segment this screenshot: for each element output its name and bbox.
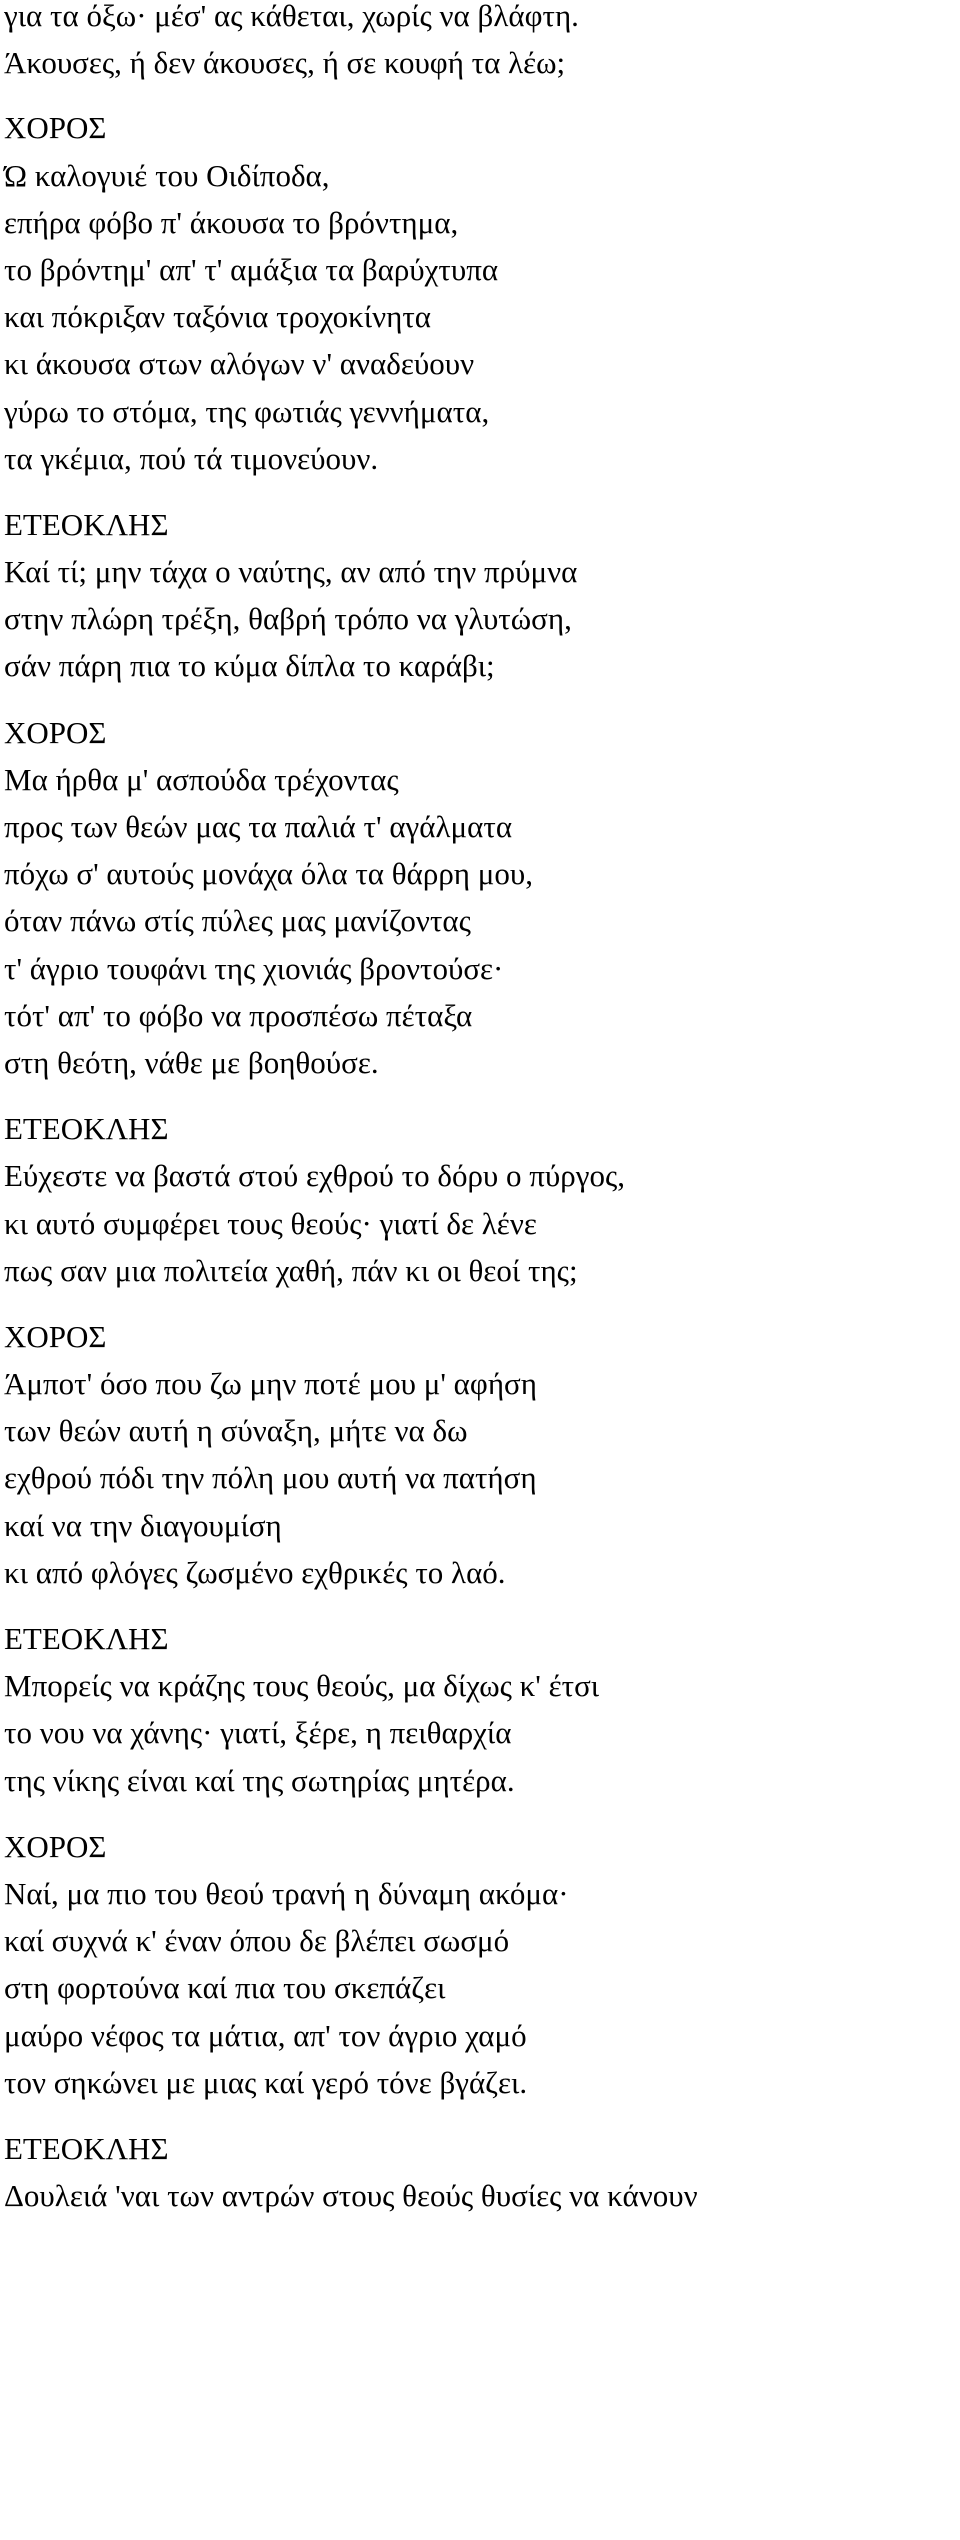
text-line: Ώ καλογυιέ του Οιδίποδα, bbox=[4, 157, 330, 193]
text-line: Μα ήρθα μ' ασπούδα τρέχοντας bbox=[4, 761, 399, 797]
dialogue-block bbox=[4, 104, 954, 482]
text-line: μαύρο νέφος τα μάτια, απ' τον άγριο χαμό bbox=[4, 2017, 527, 2053]
text-line: το βρόντημ' απ' τ' αμάξια τα βαρύχτυπα bbox=[4, 251, 499, 287]
stanza-gap bbox=[4, 482, 954, 501]
stanza-gap bbox=[4, 2106, 954, 2125]
text-line: στη φορτούνα καί πια του σκεπάζει bbox=[4, 1970, 446, 2006]
text-line: κι από φλόγες ζωσμένο εχθρικές το λαό. bbox=[4, 1554, 506, 1590]
stanza-gap bbox=[4, 1804, 954, 1823]
dialogue-block bbox=[4, 1105, 954, 1294]
dialogue-block bbox=[4, 501, 954, 690]
text-line: τον σηκώνει με μιας καί γερό τόνε βγάζει. bbox=[4, 2064, 528, 2100]
text-line: επήρα φόβο π' άκουσα το βρόντημα, bbox=[4, 204, 459, 240]
text-line: κι αυτό συμφέρει τους θεούς· γιατί δε λένε bbox=[4, 1205, 537, 1241]
dialogue-block bbox=[4, 2125, 954, 2219]
text-line: κι άκουσα στων αλόγων ν' αναδεύουν bbox=[4, 346, 475, 382]
speaker-name: ΧΟΡΟΣ bbox=[4, 110, 107, 146]
speaker-name: ΕΤΕΟΚΛΗΣ bbox=[4, 506, 169, 542]
text-line: και πόκριξαν ταξόνια τροχοκίνητα bbox=[4, 299, 432, 335]
speaker-name: ΕΤΕΟΚΛΗΣ bbox=[4, 1621, 169, 1656]
text-line: προς των θεών μας τα παλιά τ' αγάλματα bbox=[4, 809, 513, 844]
speaker-name: ΕΤΕΟΚΛΗΣ bbox=[4, 1111, 169, 1147]
text-line: γύρω το στόμα, της φωτιάς γεννήματα, bbox=[4, 393, 490, 429]
text-line: σάν πάρη πια το κύμα δίπλα το καράβι; bbox=[4, 648, 495, 684]
speaker-name: ΧΟΡΟΣ bbox=[4, 1828, 107, 1864]
stanza-gap bbox=[4, 690, 954, 709]
text-line: Εύχεστε να βαστά στού εχθρού το δόρυ ο πύργος, bbox=[4, 1158, 625, 1194]
text-line: Μπορείς να κράζης τους θεούς, μα δίχως κ' έτσι bbox=[4, 1668, 600, 1704]
text-line: Ναί, μα πιο του θεού τρανή η δύναμη ακόμα· bbox=[4, 1875, 569, 1911]
text-line: Καί τί; μην τάχα ο ναύτης, αν από την πρύμνα bbox=[4, 554, 578, 590]
opening-lines bbox=[4, 0, 954, 86]
text-line: όταν πάνω στίς πύλες μας μανίζοντας bbox=[4, 903, 471, 939]
stanza-gap bbox=[4, 86, 954, 104]
text-line: Άμποτ' όσο που ζω μην ποτέ μου μ' αφήση bbox=[4, 1366, 537, 1402]
speaker-name: ΧΟΡΟΣ bbox=[4, 1318, 107, 1354]
play-text-page bbox=[4, 0, 954, 2219]
text-line: τ' άγριο τουφάνι της χιονιάς βροντούσε· bbox=[4, 950, 504, 986]
speaker-name: ΧΟΡΟΣ bbox=[4, 714, 107, 750]
text-line: καί συχνά κ' έναν όπου δε βλέπει σωσμό bbox=[4, 1923, 510, 1959]
text-line: τότ' απ' το φόβο να προσπέσω πέταξα bbox=[4, 997, 473, 1033]
text-line: πως σαν μια πολιτεία χαθή, πάν κι οι θεοί της; bbox=[4, 1252, 578, 1288]
text-line: των θεών αυτή η σύναξη, μήτε να δω bbox=[4, 1413, 468, 1449]
text-line: στην πλώρη τρέξη, θαβρή τρόπο να γλυτώση, bbox=[4, 601, 572, 637]
stanza-gap bbox=[4, 1294, 954, 1313]
speaker-name: ΕΤΕΟΚΛΗΣ bbox=[4, 2130, 169, 2166]
text-line: το νου να χάνης· γιατί, ξέρε, η πειθαρχία bbox=[4, 1715, 512, 1751]
dialogue-block bbox=[4, 1615, 954, 1804]
text-line: για τα όξω· μέσ' ας κάθεται, χωρίς να βλάφτη. bbox=[4, 0, 579, 33]
text-line: Άκουσες, ή δεν άκουσες, ή σε κουφή τα λέω; bbox=[4, 45, 566, 81]
dialogue-block bbox=[4, 1823, 954, 2106]
text-line: της νίκης είναι καί της σωτηρίας μητέρα. bbox=[4, 1762, 515, 1798]
stanza-gap bbox=[4, 1596, 954, 1615]
dialogue-block bbox=[4, 1313, 954, 1596]
dialogue-block bbox=[4, 709, 954, 1087]
text-line: Δουλειά 'ναι των αντρών στους θεούς θυσίες να κάνουν bbox=[4, 2178, 698, 2214]
text-line: στη θεότη, νάθε με βοηθούσε. bbox=[4, 1044, 379, 1080]
text-line: πόχω σ' αυτούς μονάχα όλα τα θάρρη μου, bbox=[4, 856, 533, 892]
text-line: εχθρού πόδι την πόλη μου αυτή να πατήση bbox=[4, 1460, 537, 1496]
stanza-gap bbox=[4, 1086, 954, 1105]
text-line: καί να την διαγουμίση bbox=[4, 1507, 282, 1543]
text-line: τα γκέμια, πού τά τιμονεύουν. bbox=[4, 440, 379, 476]
